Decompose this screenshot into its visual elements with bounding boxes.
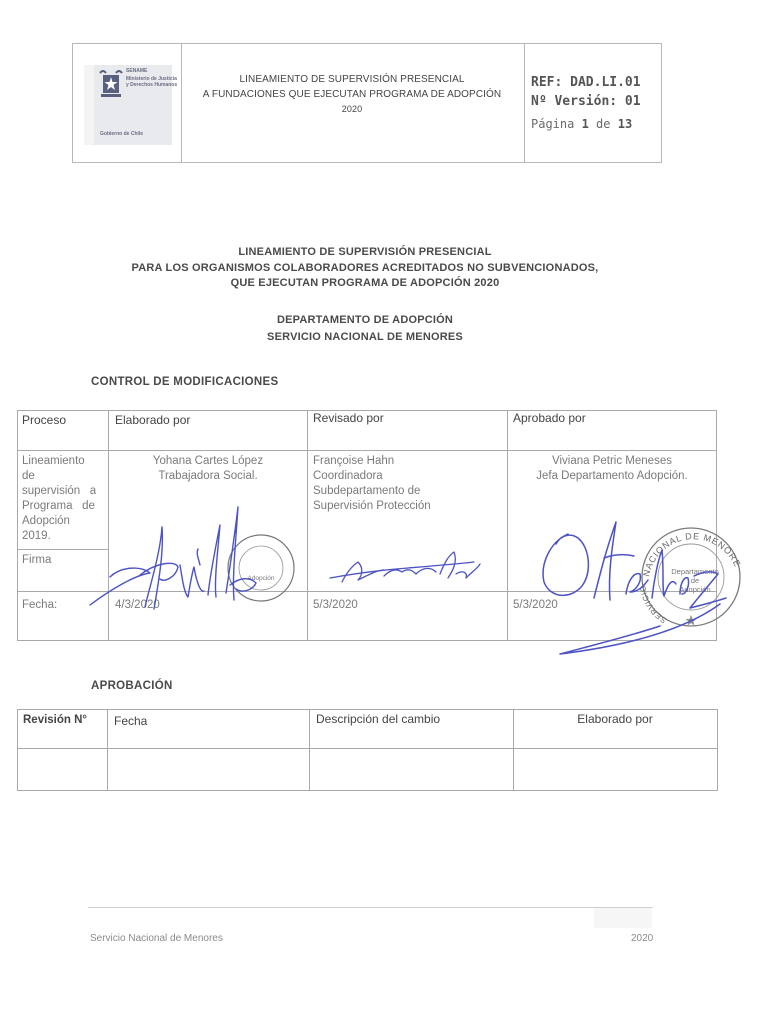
sename-logo [84, 65, 178, 145]
signature-revisado [312, 548, 482, 592]
column-header-elaborado: Elaborado por [115, 413, 191, 427]
column-header-fecha: Fecha [114, 714, 148, 728]
column-header-elaborado: Elaborado por [577, 712, 653, 726]
fecha-label: Fecha: [22, 599, 58, 611]
signature-aprobado [530, 514, 730, 664]
section-heading: APROBACIÓN [91, 680, 173, 692]
svg-text:Departamento: Departamento [671, 567, 719, 576]
footer-divider [88, 907, 653, 908]
fecha-revisado: 5/3/2020 [313, 599, 358, 611]
svg-text:Adopción: Adopción [679, 585, 711, 594]
column-header-revisado: Revisado por [313, 411, 384, 425]
footer-decoration [594, 908, 652, 928]
coat-of-arms-icon [98, 67, 124, 101]
fecha-elaborado: 4/3/2020 [115, 599, 160, 611]
firma-label: Firma [22, 554, 52, 566]
column-header-aprobado: Aprobado por [513, 411, 586, 425]
logo-text: SENAME [126, 68, 148, 74]
revisado-name: Françoise Hahn Coordinadora Subdepartamento de Supervisión Protección [313, 455, 431, 512]
column-header-proceso: Proceso [22, 413, 67, 427]
page-number: Página 1 de 13 [531, 117, 633, 131]
logo-text: Ministerio de Justicia [126, 76, 177, 82]
elaborado-name: Yohana Cartes López Trabajadora Social. [152, 455, 264, 482]
footer-year: 2020 [631, 933, 654, 944]
process-description: Lineamiento de supervisión a Programa de Adopción 2019. [22, 455, 97, 542]
document-title: LINEAMIENTO DE SUPERVISIÓN PRESENCIAL PARA LOS ORGANISMOS COLABORADORES ACREDITADOS NO SUBVENCIONADOS, QUE EJECUTAN PROGRAMA DE ADOPCIÓN 2020 [131, 246, 599, 289]
stamp-arc-text: SERVICIO [638, 584, 669, 625]
logo-text: y Derechos Humanos [126, 82, 178, 88]
section-heading: CONTROL DE MODIFICACIONES [91, 376, 279, 388]
header-title: LINEAMIENTO DE SUPERVISIÓN PRESENCIAL A FUNDACIONES QUE EJECUTAN PROGRAMA DE ADOPCIÓN 2020 [202, 74, 502, 114]
aprobado-name: Viviana Petric Meneses Jefa Departamento Adopción. [536, 455, 688, 482]
column-header-revision: Revisión N° [23, 714, 88, 726]
stamp-arc-text: NACIONAL DE MENORES [633, 509, 743, 578]
header-divider [524, 44, 525, 162]
logo-text: Gobierno de Chile [100, 131, 144, 137]
stamp-text: Adopción [247, 575, 275, 582]
department-name: DEPARTAMENTO DE ADOPCIÓN SERVICIO NACIONAL DE MENORES [267, 314, 463, 343]
document-reference: REF: DAD.LI.01 Nº Versión: 01 [531, 75, 641, 109]
signature-elaborado [80, 505, 300, 620]
svg-text:de: de [690, 576, 700, 585]
footer-organization: Servicio Nacional de Menores [90, 933, 223, 944]
column-header-descripcion: Descripción del cambio [316, 712, 441, 726]
fecha-aprobado: 5/3/2020 [513, 599, 558, 611]
